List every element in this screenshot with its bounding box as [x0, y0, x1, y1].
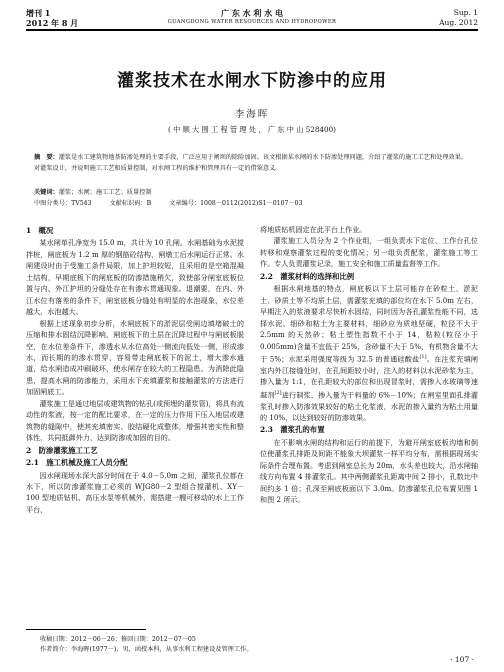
- article-author: 李海晖: [234, 109, 270, 120]
- author-affiliation: ( 中 顺 大 围 工 程 管 理 处 ， 广 东 中 山 528400): [168, 125, 336, 134]
- citation-ref[interactable]: [1]: [419, 353, 427, 360]
- footnote-rule: [26, 629, 146, 630]
- body-column-right: [260, 224, 478, 506]
- subsection-heading: 2.2 灌浆材料的选择和比例: [260, 271, 355, 281]
- journal-name-cn: 广 东 水 利 水 电: [221, 8, 283, 18]
- abstract-label: 摘 要：: [34, 154, 59, 161]
- clc-number: 中图分类号：TV543: [34, 200, 92, 207]
- supplement-date: Aug. 2012: [439, 18, 478, 27]
- text-run: 根据水闸地基的特点，闸底板以下土层可能存在砂粒土、淤泥土、砂质土等不均质土层，需灌浆充填的部位均在水下 5.0m 左右，早期注入的浆液要求尽快析水固结，同时因为各孔灌浆性能不同，选择水泥、细砂和粘土为主要材料，细砂应为质地坚硬，粒径不大于 2.5mm 的天然砂；粘土塑性指数不小于 14，粘粒(粒径小于 0.005mm)含量不宜低于 25%，含砂量不大于 5%，有机物含量不大于 5%；水泥采用强度等级为 32.5 的普通硅酸盐: [260, 284, 478, 364]
- paragraph: 将地质钻机固定在此平台上作业。: [260, 225, 367, 234]
- page-number: · 107 ·: [450, 655, 474, 664]
- header-rule: [26, 29, 478, 31]
- paragraph: 因水闸现场水深大部分时间在于 4.0－5.0m 之间，灌浆孔位都在水下，所以防渗灌浆施工必须的 WJG80－2 型组合搅灌机、XY－100 型地质钻机、高压水泵等机械外，需搭建一艘可移动的水上工作平台，: [26, 470, 244, 514]
- keywords-label: 关键词：: [34, 189, 59, 196]
- supplement-label: Sup. 1: [453, 8, 478, 17]
- section-heading: 2 防渗灌浆施工工艺: [26, 445, 98, 455]
- article-title: 灌浆技术在水闸水下防渗中的应用: [117, 71, 387, 91]
- paragraph: 某水闸单孔净宽为 15.0 m，共计为 10 孔闸。水闸基础为水泥搅拌桩，闸底板为 1.2 m 厚的钢筋砼结构，闸墩工后水闸运行正常。水闸建设时由于受施工条件局限，加上护坦较短，且采用的是空箱混凝土结构，早期底板下的闸底板的防渗措施稍欠，致使部分闸室底板位置与内、外江护坦的分缝处存在有渗水贯通现象。退潮要，在内、外江水位有落差的条件下，闸室底板分缝处有明显的水泡现象，水位差越大，水泡越大。: [26, 238, 244, 317]
- issue-date: 2012 年 8 月: [26, 18, 79, 28]
- keywords-text: 灌浆；水闸；施工工艺；质量控制: [58, 189, 152, 196]
- received-date: 收稿日期：2012－06－26；修回日期：2012－07－05: [40, 636, 196, 643]
- issue-label: 增刊 1: [26, 8, 51, 18]
- journal-name-en: GUANGDONG WATER RESOURCES AND HYDROPOWER: [167, 19, 337, 25]
- author-bio: 作者简介：李海晖(1977－)，男，函授本科，从事水利工程建设及管理工作。: [40, 646, 253, 653]
- document-code: 文献标识码：B: [109, 200, 152, 207]
- abstract: [34, 152, 470, 174]
- section-heading: 1 概况: [26, 226, 54, 235]
- paragraph: 灌浆施工人员分为 2 个作业组，一组负责水下定位、工作台孔位转移和观察灌浆过程的变化情况；另一组负责配浆，灌浆施工等工作。专人负责灌浆记录，施工安全和施工质量监督等工作。: [260, 236, 478, 269]
- running-header: [26, 8, 478, 38]
- subsection-heading: 2.1 施工机械及施工人员分配: [26, 458, 128, 468]
- paragraph: 根据上述现象初步分析，水闸底板下的淤泥层受闸边填堵破土的压缩和排水固结沉降影响，闸底板下的土层在沉降过程中与闸底板脱空，在水位差条件下，渗透水从水位高处一侧流向低处一侧，形成渗水，而长期的的渗水贯穿，容易带走闸底板下的泥土，增大渗水通道，给水闸造成冲刷破坏，使水闸存在较大的工程隐患。为消除此隐患，提高水闸的防渗能力，采用水下充填灌浆和接触灌浆的方法进行加固闸底工。: [26, 318, 244, 397]
- abstract-text: 灌浆是水工建筑物地基防渗处理的主要手段，广泛应用于闸坝的除险加固。该文根据某水闸的水下防渗处理问题，介绍了灌浆的施工工艺和处理效果。对灌浆设计，并说明施工工艺和质量控制，对水闸工程的维护和管理具有一定的借鉴意义。: [34, 154, 468, 172]
- text-run: 。在注浆充填闸室内外江接缝处时，在孔间距较小时，注入的材料以水泥砂浆为主，掺入量为 1:1，在孔距较大的部位和出现冒浆时，需掺入水玻璃等速凝剂: [260, 354, 479, 400]
- text-run: 进行制浆，掺入量为干料量的 6%－10%；在闸室里面孔排灌浆孔时掺入防渗效果较好的粘土化浆液，水泥的掺入量约为粘土用量的 10%，以达到较好的防渗效果。: [260, 390, 478, 422]
- classification-line: [34, 198, 470, 209]
- subsection-heading: 2.3 灌浆孔的布置: [260, 425, 325, 435]
- body-column-left: [26, 224, 244, 515]
- paragraph: 灌浆施工是通过地层或建筑物的钻孔(或预埋的灌浆管)，将具有流动性的浆液，按一定的配比要求，在一定的压力作用下压入地层或建筑物的缝隙中，使其充填密实、胶结硬化成整体，增强其密实性和整体性，共同抵御外力，达到防渗或加固的目的。: [26, 398, 244, 443]
- paragraph: [260, 283, 478, 423]
- paragraph: 在不影响水闸的结构和运行的前提下，为避开闸室底板沟墙和倒位使灌浆孔排距及间距不能象大坝灌浆一样平均分布，需根据现场实际条件合理布置。考虑到闸室总长为 20m，水头差也较大，沿水闸轴线方向布置 4 排灌浆孔。其中两侧灌浆孔距离中间 2 排小，孔数比中间约多 1 倍；孔深至闸底板面以下 3.0m。防渗灌浆孔位布置见图 1 和图 2 所示。: [260, 437, 478, 505]
- article-number: 文章编号：1008－0112(2012)S1－0107－03: [169, 200, 303, 207]
- citation-ref[interactable]: [2]: [274, 389, 282, 396]
- keywords: [34, 187, 470, 198]
